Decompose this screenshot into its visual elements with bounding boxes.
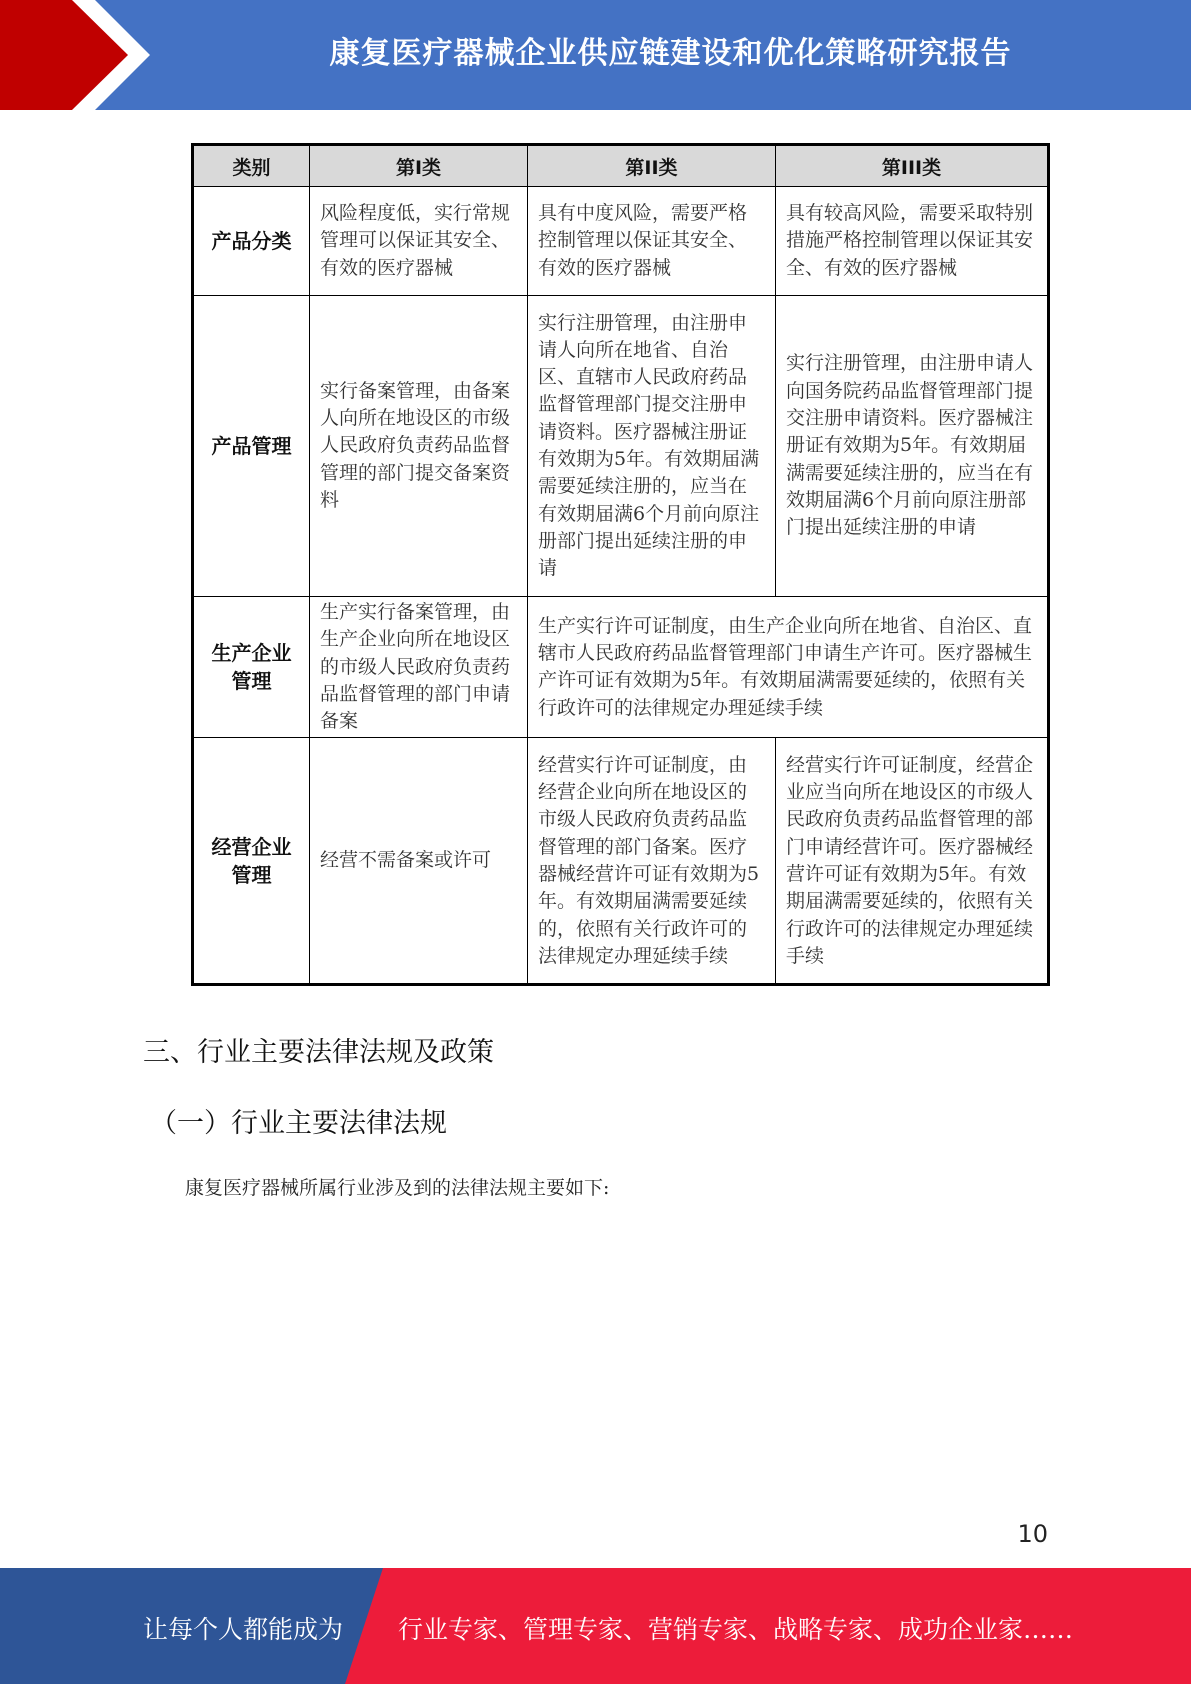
table-cell: 实行注册管理，由注册申请人向国务院药品监督管理部门提交注册申请资料。医疗器械注册证有效期为5年。有效期届满需要延续注册的，应当在有效期届满6个月前向原注册部门提出延续注册的申请 — [776, 296, 1049, 597]
row-category-label: 产品管理 — [211, 434, 292, 458]
row-category-label: 经营企业 管理 — [211, 834, 292, 887]
table-cell-merged: 生产实行许可证制度，由生产企业向所在地省、自治区、直辖市人民政府药品监督管理部门申请生产许可。医疗器械生产许可证有效期为5年。有效期届满需要延续的，依照有关行政许可的法律规定办理延续手续 — [528, 597, 1049, 738]
device-classification-table — [191, 143, 1050, 986]
document-title: 康复医疗器械企业供应链建设和优化策略研究报告 — [329, 36, 1012, 71]
table-cell: 生产实行备案管理，由生产企业向所在地设区的市级人民政府负责药品监督管理的部门申请备案 — [310, 597, 528, 738]
page-number: 10 — [1017, 1520, 1048, 1548]
table-row — [193, 738, 1049, 985]
row-category — [193, 738, 310, 985]
table-cell: 实行注册管理，由注册申请人向所在地省、自治区、直辖市人民政府药品监督管理部门提交注册申请资料。医疗器械注册证有效期为5年。有效期届满需要延续注册的，应当在有效期届满6个月前向原注册部门提出延续注册的申请 — [528, 296, 776, 597]
table-row — [193, 187, 1049, 296]
footer-slogan-left: 让每个人都能成为 — [143, 1615, 344, 1644]
table-cell: 经营实行许可证制度，由经营企业向所在地设区的市级人民政府负责药品监督管理的部门备案。医疗器械经营许可证有效期为5年。有效期届满需要延续的，依照有关行政许可的法律规定办理延续手续 — [528, 738, 776, 985]
table-row — [193, 597, 1049, 738]
table-cell: 经营实行许可证制度，经营企业应当向所在地设区的市级人民政府负责药品监督管理的部门申请经营许可。医疗器械经营许可证有效期为5年。有效期届满需要延续的，依照有关行政许可的法律规定办理延续手续 — [776, 738, 1049, 985]
column-header: 第III类 — [776, 145, 1049, 187]
row-category-label: 产品分类 — [211, 229, 292, 253]
table-header-row — [193, 145, 1049, 187]
section-heading: 三、行业主要法律法规及政策 — [143, 1037, 494, 1068]
row-category-label: 生产企业 管理 — [211, 641, 292, 694]
table-cell: 具有中度风险，需要严格控制管理以保证其安全、有效的医疗器械 — [528, 187, 776, 296]
row-category — [193, 597, 310, 738]
table-row — [193, 296, 1049, 597]
row-category — [193, 187, 310, 296]
column-header: 第II类 — [528, 145, 776, 187]
page-header — [0, 0, 1191, 110]
table-cell: 具有较高风险，需要采取特别措施严格控制管理以保证其安全、有效的医疗器械 — [776, 187, 1049, 296]
page-footer — [0, 1568, 1191, 1684]
device-classification-table-wrapper — [191, 143, 1047, 986]
table-cell: 风险程度低，实行常规管理可以保证其安全、有效的医疗器械 — [310, 187, 528, 296]
table-cell: 实行备案管理，由备案人向所在地设区的市级人民政府负责药品监督管理的部门提交备案资料 — [310, 296, 528, 597]
row-category — [193, 296, 310, 597]
footer-slogan-right: 行业专家、管理专家、营销专家、战略专家、成功企业家…… — [398, 1615, 1074, 1644]
column-header: 第I类 — [310, 145, 528, 187]
column-header: 类别 — [193, 145, 310, 187]
section-subheading: （一）行业主要法律法规 — [150, 1108, 447, 1139]
body-paragraph: 康复医疗器械所属行业涉及到的法律法规主要如下: — [185, 1177, 610, 1199]
table-cell: 经营不需备案或许可 — [310, 738, 528, 985]
